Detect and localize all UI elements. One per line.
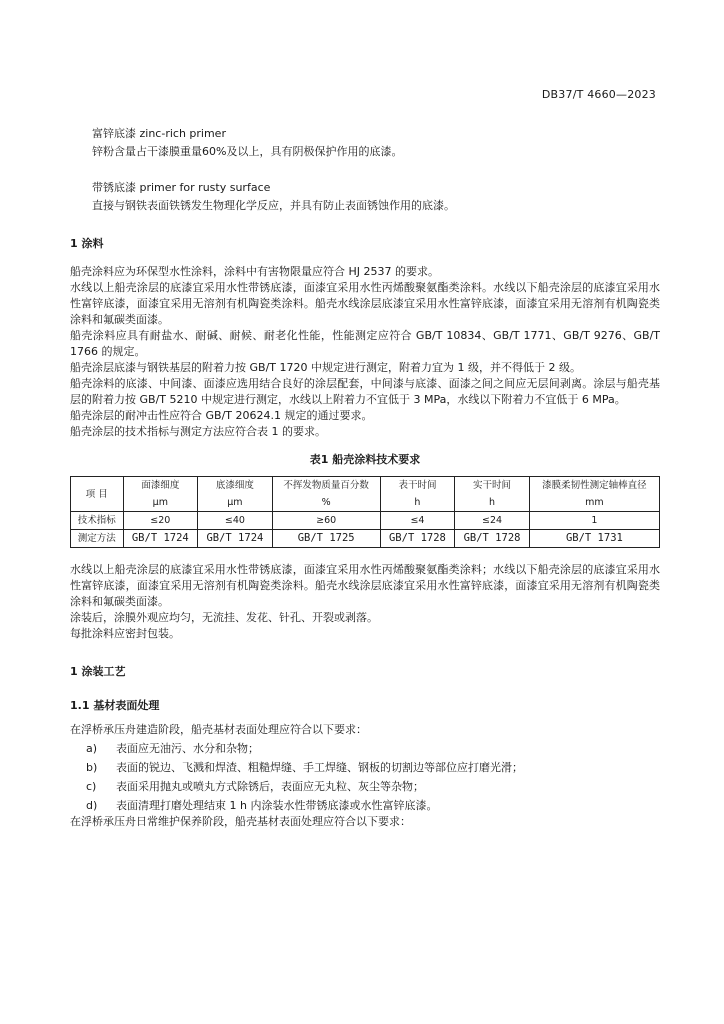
paragraph: 船壳涂料应具有耐盐水、耐碱、耐候、耐老化性能，性能测定应符合 GB/T 10834、GB/T 1771、GB/T 9276、GB/T 1766 的规定。 — [70, 329, 660, 358]
list-marker: c) — [86, 780, 97, 793]
table-title: 表1 船壳涂料技术要求 — [309, 453, 421, 466]
table-cell: 1 — [529, 512, 659, 530]
table-cell: GB/T 1731 — [529, 530, 659, 548]
table-cell: ≤24 — [455, 512, 530, 530]
table-row — [71, 530, 660, 548]
table-header: 不挥发物质量百分数 — [272, 477, 380, 495]
table-unit: μm — [123, 494, 198, 512]
list-text: 表面清理打磨处理结束 1 h 内涂装水性带锈底漆或水性富锌底漆。 — [116, 799, 438, 812]
paragraph: 船壳涂层的技术指标与测定方法应符合表 1 的要求。 — [70, 425, 326, 438]
subsection-heading: 1.1 基材表面处理 — [70, 699, 160, 712]
term-definition: 锌粉含量占干漆膜重量60%及以上，具有阴极保护作用的底漆。 — [92, 145, 403, 158]
section-heading: 1 涂料 — [70, 237, 104, 250]
table-header: 面漆细度 — [123, 477, 198, 495]
list-item — [86, 779, 660, 795]
paragraph: 水线以上船壳涂层的底漆宜采用水性带锈底漆，面漆宜采用水性丙烯酸聚氨酯类涂料。水线以下船壳涂层的底漆宜采用水性富锌底漆，面漆宜采用无溶剂有机陶瓷类涂料。船壳水线涂层底漆宜采用水性富锌底漆，面漆宜采用无溶剂有机陶瓷类涂料和氟碳类面漆。 — [70, 281, 660, 326]
paragraph: 船壳涂料应为环保型水性涂料，涂料中有害物限量应符合 HJ 2537 的要求。 — [70, 265, 439, 278]
paragraph: 水线以上船壳涂层的底漆宜采用水性带锈底漆，面漆宜采用水性丙烯酸聚氨酯类涂料；水线以下船壳涂层的底漆宜采用水性富锌底漆，面漆宜采用无溶剂有机陶瓷类涂料。船壳水线涂层底漆宜采用水性富锌底漆，面漆宜采用无溶剂有机陶瓷类涂料和氟碳类面漆。 — [70, 563, 660, 608]
table-cell: ≤20 — [123, 512, 198, 530]
list-text: 表面采用抛丸或喷丸方式除锈后，表面应无丸粒、灰尘等杂物； — [116, 780, 424, 793]
table-header: 实干时间 — [455, 477, 530, 495]
table-header: 漆膜柔韧性测定轴棒直径 — [529, 477, 659, 495]
paragraph: 船壳涂层底漆与钢铁基层的附着力按 GB/T 1720 中规定进行测定，附着力宜为 1 级，并不得低于 2 级。 — [70, 361, 581, 374]
standard-code: DB37/T 4660—2023 — [541, 88, 656, 101]
list-marker: a) — [86, 742, 98, 755]
paragraph: 在浮桥承压舟建造阶段，船壳基材表面处理应符合以下要求： — [70, 723, 367, 736]
table-cell: GB/T 1724 — [198, 530, 273, 548]
table-cell: GB/T 1728 — [455, 530, 530, 548]
term-name: 富锌底漆 zinc-rich primer — [92, 127, 226, 140]
table-cell: ≥60 — [272, 512, 380, 530]
term-name: 带锈底漆 primer for rusty surface — [92, 181, 271, 194]
table-header: 表干时间 — [380, 477, 455, 495]
table-row-label: 测定方法 — [71, 530, 124, 548]
list-text: 表面的锐边、飞溅和焊渣、粗糙焊缝、手工焊缝、钢板的切割边等部位应打磨光滑； — [116, 761, 523, 774]
table-cell: ≤40 — [198, 512, 273, 530]
table-cell: ≤4 — [380, 512, 455, 530]
table-unit: h — [455, 494, 530, 512]
paragraph: 涂装后，涂膜外观应均匀，无流挂、发花、针孔、开裂或剥落。 — [70, 611, 378, 624]
table-header: 底漆细度 — [198, 477, 273, 495]
table-cell: GB/T 1728 — [380, 530, 455, 548]
table-unit: % — [272, 494, 380, 512]
table-row — [71, 512, 660, 530]
spec-table — [70, 476, 660, 548]
table-cell: GB/T 1724 — [123, 530, 198, 548]
list-marker: d) — [86, 799, 98, 812]
table-unit: μm — [198, 494, 273, 512]
paragraph: 船壳涂层的耐冲击性应符合 GB/T 20624.1 规定的通过要求。 — [70, 409, 373, 422]
paragraph: 每批涂料应密封包装。 — [70, 627, 180, 640]
paragraph: 在浮桥承压舟日常维护保养阶段，船壳基材表面处理应符合以下要求： — [70, 815, 411, 828]
document-body — [70, 120, 660, 830]
table-unit: h — [380, 494, 455, 512]
table-row-label: 技术指标 — [71, 512, 124, 530]
list-item — [86, 760, 660, 776]
section-heading: 1 涂装工艺 — [70, 665, 126, 678]
list-marker: b) — [86, 761, 98, 774]
table-unit: mm — [529, 494, 659, 512]
list-item — [86, 741, 660, 757]
table-cell: GB/T 1725 — [272, 530, 380, 548]
list-item — [86, 798, 660, 814]
paragraph: 船壳涂料的底漆、中间漆、面漆应选用结合良好的涂层配套，中间漆与底漆、面漆之间之间应无层间剥离。涂层与船壳基层的附着力按 GB/T 5210 中规定进行测定，水线以上附着力不宜低于 3 MPa，水线以下附着力不宜低于 6 MPa。 — [70, 377, 660, 406]
table-item-header: 项 目 — [71, 477, 124, 512]
term-definition: 直接与钢铁表面铁锈发生物理化学反应，并具有防止表面锈蚀作用的底漆。 — [92, 199, 455, 212]
list-text: 表面应无油污、水分和杂物； — [116, 742, 259, 755]
